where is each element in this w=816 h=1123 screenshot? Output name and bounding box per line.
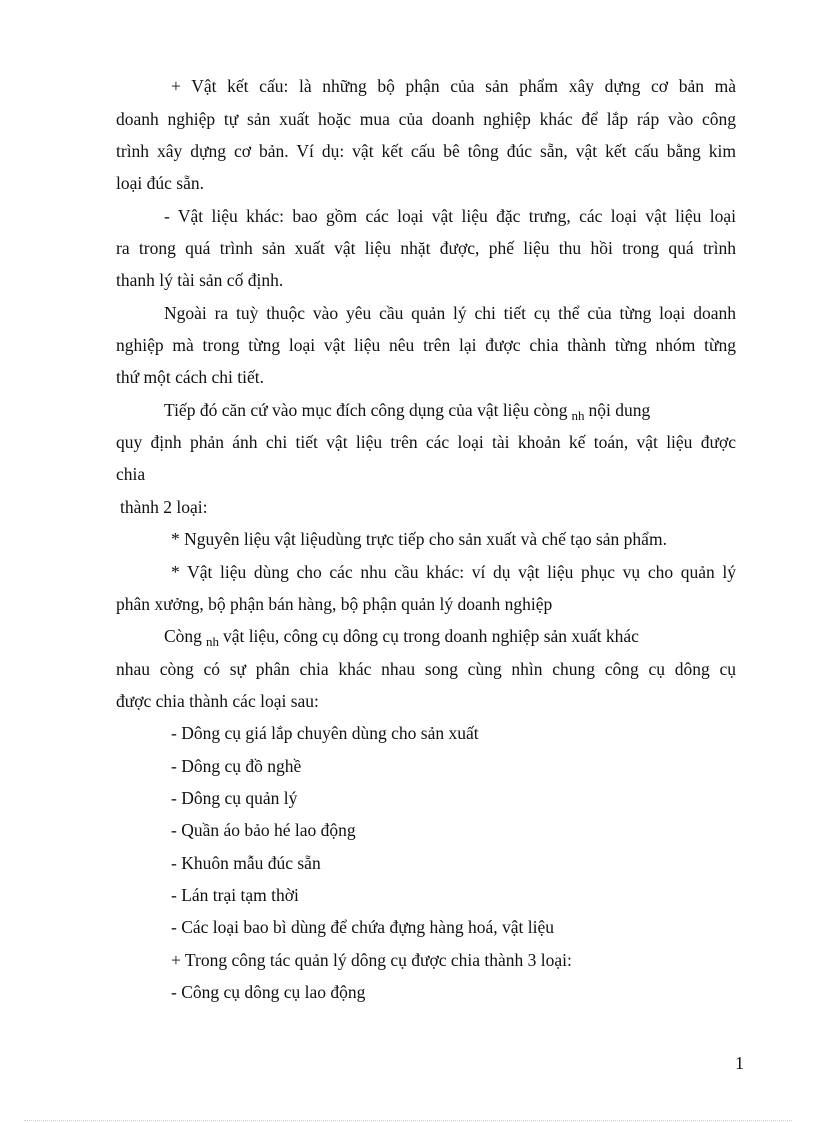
page-number: 1 [735,1053,744,1073]
line-text: Còng [164,626,202,646]
list-item: - Các loại bao bì dùng để chứa đựng hàng hoá, vật liệu [171,917,554,937]
paragraph-line: + Vật kết cấu: là những bộ phận của sản phẩm xây dựng cơ bản mà [171,76,736,96]
line-text: nội dung [588,400,651,420]
paragraph-line: loại đúc sẵn. [116,173,204,193]
paragraph-line [164,625,736,653]
subscript-fragment: nh [205,634,219,649]
paragraph-line: nghiệp mà trong từng loại vật liệu nêu trên lại được chia thành từng nhóm từng [116,335,736,355]
paragraph-line: chia [116,464,146,484]
page-bottom-divider [24,1120,792,1121]
subscript-fragment: nh [571,408,585,423]
list-item: - Dông cụ quản lý [171,788,298,808]
paragraph-line: trình xây dựng cơ bản. Ví dụ: vật kết cấu bê tông đúc sẵn, vật kết cấu bằng kim [116,141,736,161]
line-text: Tiếp đó căn cứ vào mục đích công dụng của vật liệu còng [164,400,568,420]
paragraph-line: thứ một cách chi tiết. [116,367,264,387]
paragraph-line: doanh nghiệp tự sản xuất hoặc mua của doanh nghiệp khác để lắp ráp vào công [116,109,736,129]
paragraph-line [164,399,736,427]
paragraph-line: ra trong quá trình sản xuất vật liệu nhặt được, phế liệu thu hồi trong quá trình [116,238,736,258]
list-item: - Dông cụ đồ nghề [171,756,302,776]
paragraph-line: thành 2 loại: [120,497,208,517]
paragraph-line: quy định phản ánh chi tiết vật liệu trên các loại tài khoản kế toán, vật liệu được [116,432,736,452]
paragraph-line: thanh lý tài sản cố định. [116,270,284,290]
list-item: - Công cụ dông cụ lao động [171,982,366,1002]
line-text: vật liệu, công cụ dông cụ trong doanh nghiệp sản xuất khác [222,626,639,646]
paragraph-line: + Trong công tác quản lý dông cụ được chia thành 3 loại: [171,950,572,970]
paragraph-line: phân xưởng, bộ phận bán hàng, bộ phận quản lý doanh nghiệp [116,594,553,614]
paragraph-line: * Vật liệu dùng cho các nhu cầu khác: ví dụ vật liệu phục vụ cho quản lý [171,562,736,582]
list-item: - Quần áo bảo hé lao động [171,820,356,840]
list-item: - Dông cụ giá lắp chuyên dùng cho sản xuất [171,723,479,743]
list-item: - Khuôn mẫu đúc sẵn [171,853,321,873]
paragraph-line: được chia thành các loại sau: [116,691,319,711]
paragraph-line: Ngoài ra tuỳ thuộc vào yêu cầu quản lý chi tiết cụ thể của từng loại doanh [164,303,736,323]
paragraph-line: nhau còng có sự phân chia khác nhau song cùng nhìn chung công cụ dông cụ [116,659,736,679]
list-item: - Lán trại tạm thời [171,885,299,905]
paragraph-line: - Vật liệu khác: bao gồm các loại vật liệu đặc trưng, các loại vật liệu loại [164,206,736,226]
paragraph-line: * Nguyên liệu vật liệudùng trực tiếp cho sản xuất và chế tạo sản phẩm. [171,529,667,549]
